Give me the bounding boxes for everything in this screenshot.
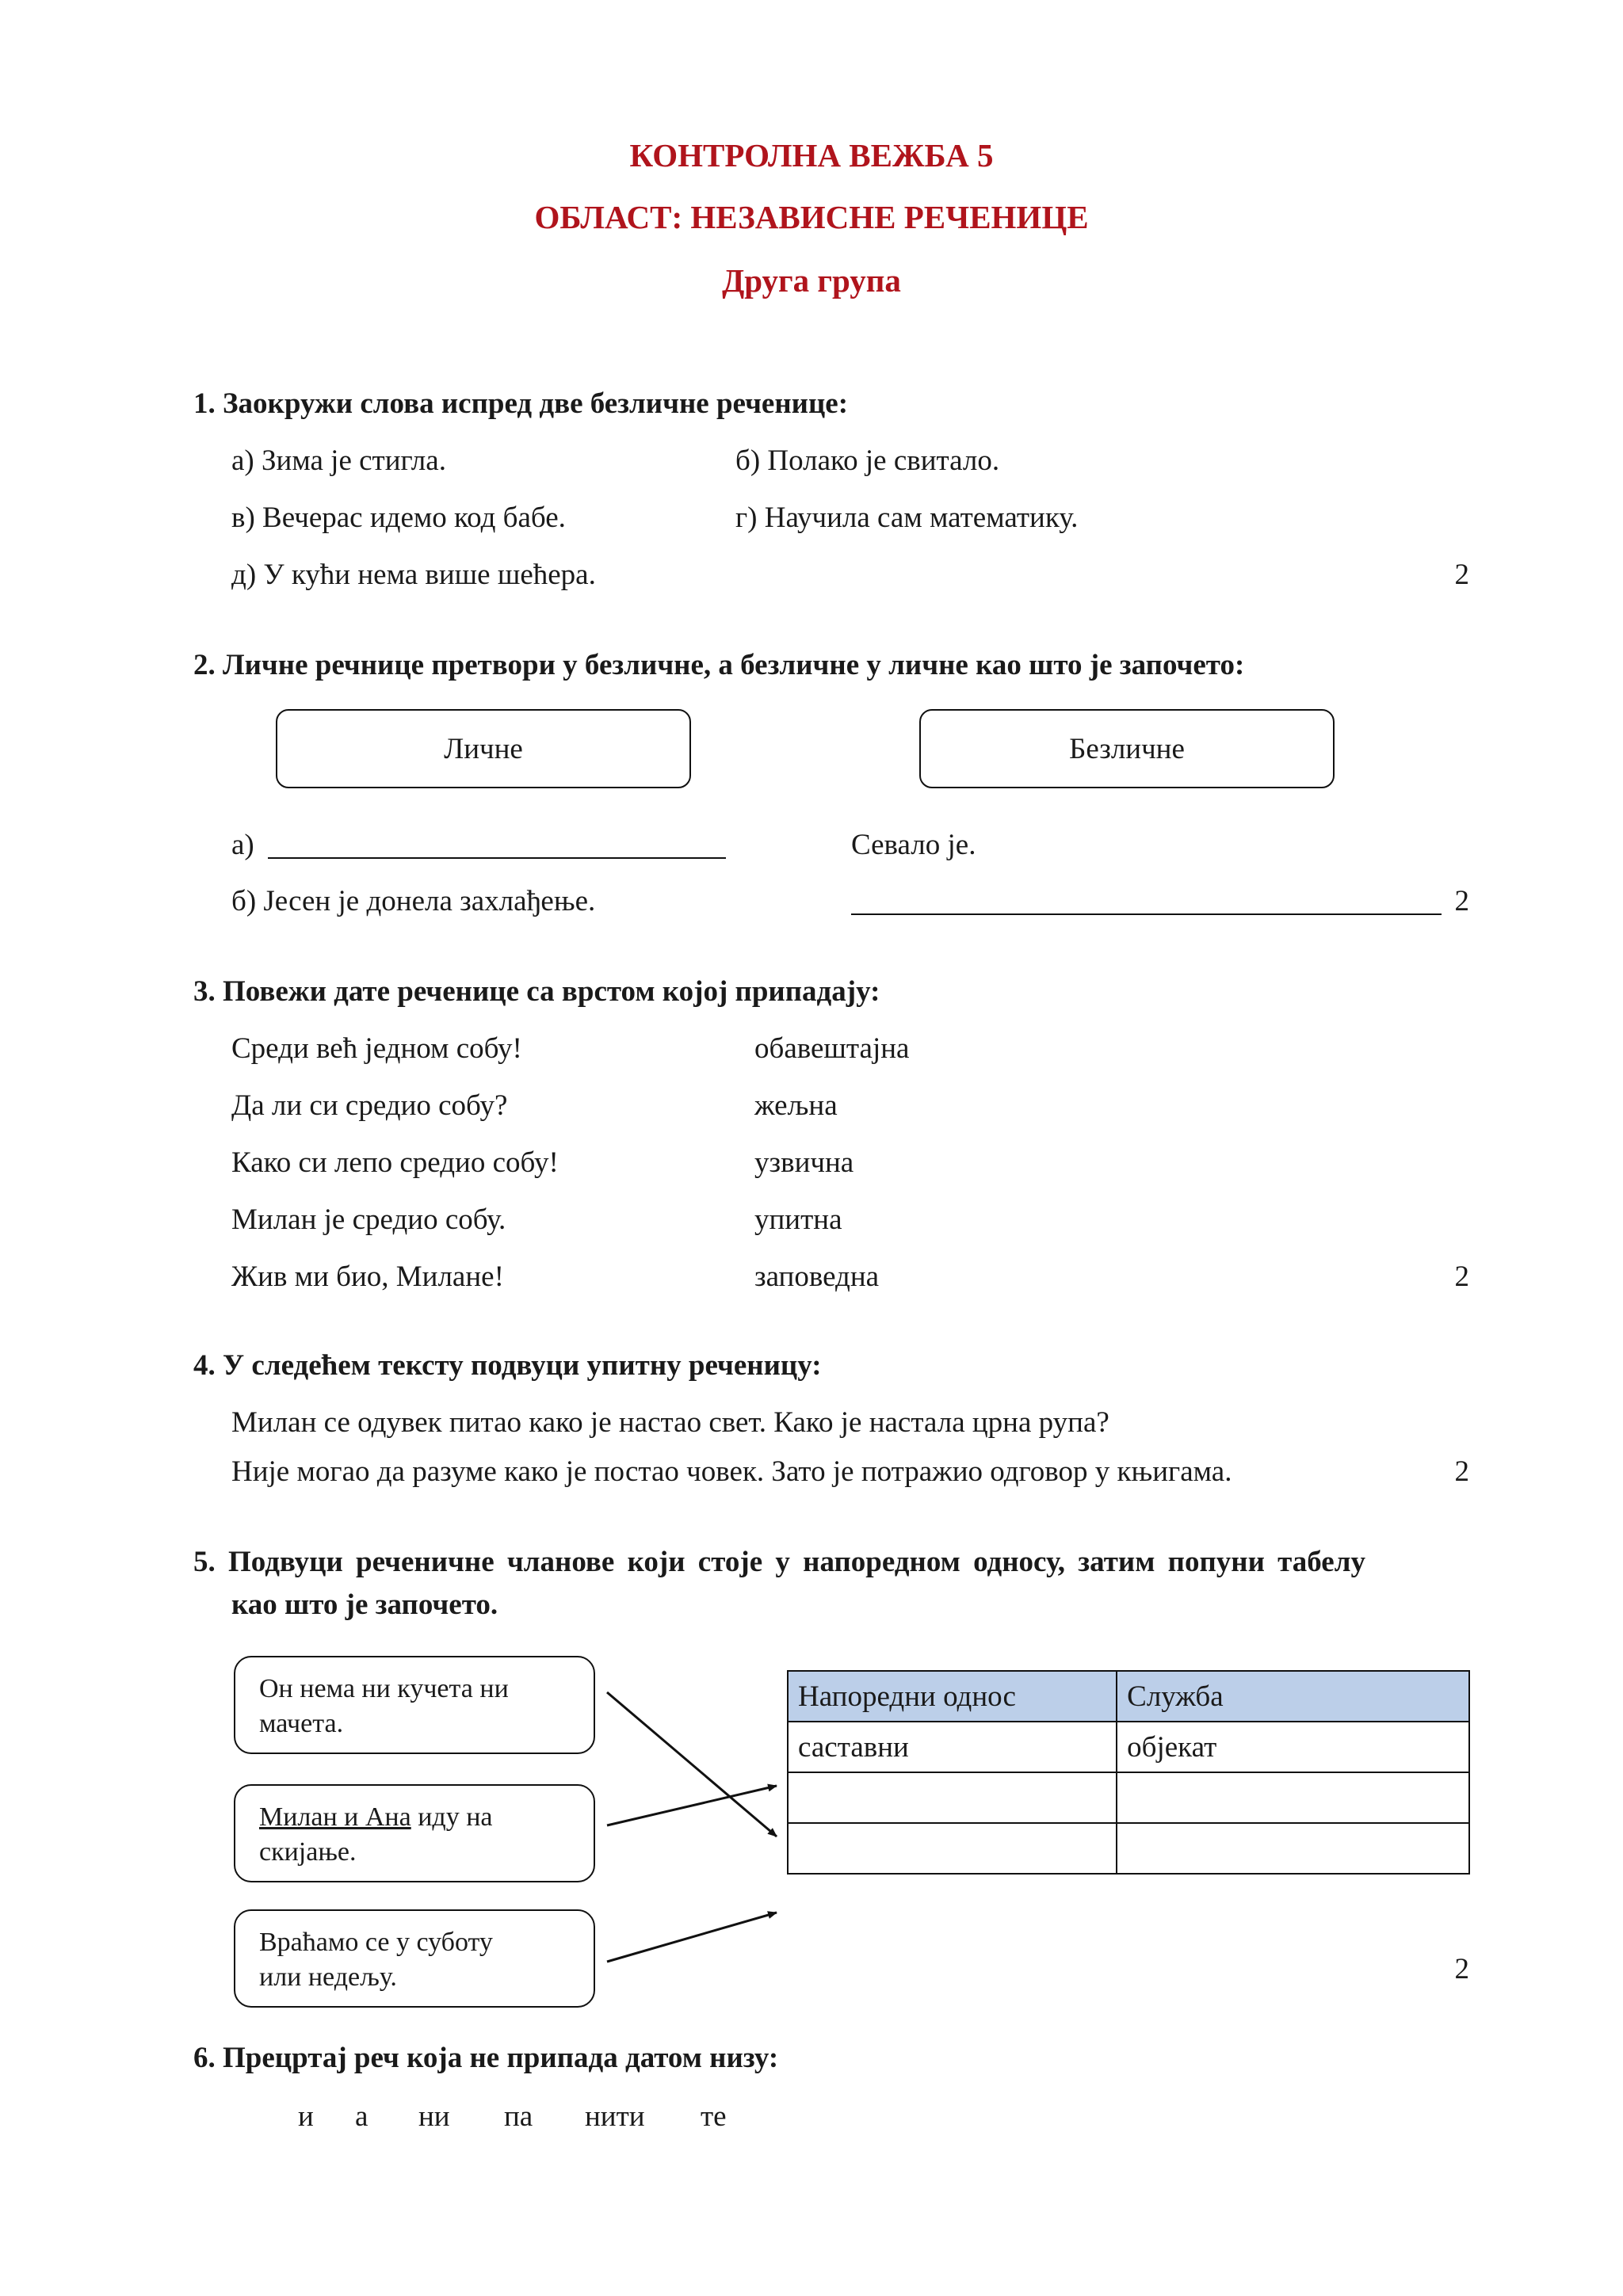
q3-sentence-5: Жив ми био, Милане! — [231, 1261, 504, 1293]
table-header-row — [788, 1671, 1469, 1722]
q6-word-4[interactable]: па — [504, 2100, 533, 2133]
q5-box2-line2: скијање. — [259, 1837, 357, 1867]
q5-points: 2 — [1454, 1953, 1469, 1985]
q2-row-b-left: б) Јесен је донела захлађење. — [231, 885, 596, 917]
q2-points: 2 — [1454, 885, 1469, 917]
q2-prompt: 2. Личне речнице претвори у безличне, а безличне у личне као што је започето: — [193, 649, 1245, 681]
page-title: КОНТРОЛНА ВЕЖБА 5 — [629, 137, 994, 174]
q5-prompt-line-1: 5. Подвуци реченичне чланове који стоје у напоредном односу, затим попуни табелу — [193, 1546, 1365, 1578]
q6-word-5[interactable]: нити — [585, 2100, 645, 2133]
q4-points: 2 — [1454, 1455, 1469, 1488]
q5-box2-rest: иду на — [411, 1802, 493, 1832]
q5-box1-line1: Он нема ни кучета ни — [259, 1674, 509, 1703]
q3-type-4: упитна — [754, 1203, 842, 1236]
impersonal-box-label: Безличне — [1069, 732, 1185, 765]
q2-row-a-label: а) — [231, 829, 254, 861]
q1-option-d: д) У кући нема више шећера. — [231, 559, 596, 591]
table-row — [788, 1823, 1469, 1874]
q4-text-line-1[interactable]: Милан се одувек питао како је настао свет. Како је настала црна рупа? — [231, 1406, 1109, 1439]
q3-type-5: заповедна — [754, 1261, 880, 1293]
q5-prompt-line-2: као што је започето. — [231, 1589, 498, 1621]
q3-sentence-4: Милан је средио собу. — [231, 1203, 506, 1236]
q6-word-1[interactable]: и — [298, 2100, 314, 2133]
q5-box1-line2: мачета. — [259, 1709, 344, 1738]
q1-option-a: а) Зима је стигла. — [231, 444, 446, 477]
q3-points: 2 — [1454, 1261, 1469, 1293]
page-subtitle: ОБЛАСТ: НЕЗАВИСНЕ РЕЧЕНИЦЕ — [534, 199, 1089, 235]
q3-prompt: 3. Повежи дате реченице са врстом којој припадају: — [193, 975, 880, 1008]
q1-option-g: г) Научила сам математику. — [735, 502, 1079, 534]
q1-option-b: б) Полако је свитало. — [735, 444, 1000, 477]
table-header-relation: Напоредни однос — [788, 1671, 1117, 1722]
q6-word-3[interactable]: ни — [418, 2100, 450, 2133]
q6-word-2[interactable]: а — [355, 2100, 369, 2133]
q3-sentence-3: Како си лепо средио собу! — [231, 1146, 559, 1179]
personal-box-label: Личне — [444, 732, 523, 765]
table-cell-empty[interactable] — [1117, 1823, 1469, 1874]
q2-row-a-right: Севало је. — [851, 829, 976, 861]
arrow-2 — [607, 1786, 777, 1825]
q3-type-2: жељна — [754, 1089, 838, 1122]
table-cell-empty[interactable] — [1117, 1772, 1469, 1823]
group-label: Друга група — [722, 262, 901, 299]
table-row — [788, 1722, 1469, 1772]
q6-prompt: 6. Прецртај реч која не припада датом низу: — [193, 2042, 779, 2074]
q4-prompt: 4. У следећем тексту подвуци упитну реченицу: — [193, 1349, 822, 1382]
q3-sentence-1: Среди већ једном собу! — [231, 1032, 522, 1065]
arrow-1 — [607, 1692, 777, 1836]
table-row — [788, 1772, 1469, 1823]
q5-box2-underlined: Милан и Ана — [259, 1802, 411, 1832]
q3-sentence-2: Да ли си средио собу? — [231, 1089, 508, 1122]
q3-type-3: узвична — [754, 1146, 854, 1179]
q3-type-1: обавештајна — [754, 1032, 910, 1065]
table-header-function: Служба — [1117, 1671, 1469, 1722]
table-cell: саставни — [788, 1722, 1117, 1772]
q5-box3-line1: Враћамо се у суботу — [259, 1928, 493, 1957]
table-cell-empty[interactable] — [788, 1823, 1117, 1874]
table-cell-empty[interactable] — [788, 1772, 1117, 1823]
q1-points: 2 — [1454, 559, 1469, 591]
q4-text-line-2[interactable]: Није могао да разуме како је постао човек. Зато је потражио одговор у књигама. — [231, 1455, 1232, 1488]
q1-prompt: 1. Заокружи слова испред две безличне реченице: — [193, 387, 849, 420]
q6-word-6[interactable]: те — [701, 2100, 727, 2133]
q5-answer-table — [787, 1670, 1470, 1875]
table-cell: објекат — [1117, 1722, 1469, 1772]
q1-option-v: в) Вечерас идемо код бабе. — [231, 502, 566, 534]
arrow-3 — [607, 1913, 777, 1962]
q5-box3-line2: или недељу. — [259, 1962, 397, 1992]
